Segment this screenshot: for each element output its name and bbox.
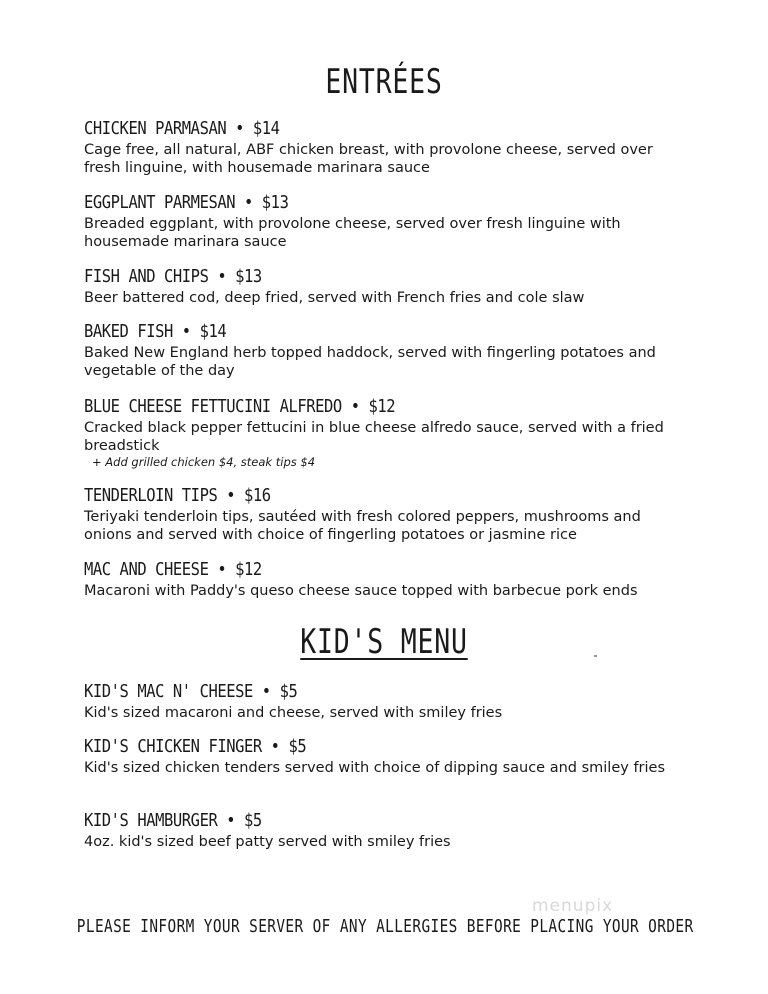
item-addon-note: + Add grilled chicken $4, steak tips $4 — [92, 455, 316, 469]
entrees-title: ENTRÉES — [325, 62, 443, 102]
menu-item-kids-hamburger — [84, 810, 684, 851]
menu-item-fish-and-chips — [84, 266, 684, 307]
item-description: Beer battered cod, deep fried, served with French fries and cole slaw — [84, 290, 585, 306]
menu-item-tenderloin-tips — [84, 485, 684, 544]
item-name: KID'S HAMBURGER • $5 — [84, 810, 262, 831]
item-name: BAKED FISH • $14 — [84, 321, 227, 342]
item-name: FISH AND CHIPS • $13 — [84, 266, 262, 287]
menu-item-blue-cheese-fettucini-alfredo — [84, 396, 684, 470]
item-name: CHICKEN PARMASAN • $14 — [84, 118, 280, 139]
menupix-watermark: menupix — [532, 896, 614, 916]
menu-item-mac-and-cheese — [84, 559, 684, 600]
menu-item-kids-mac-n-cheese — [84, 681, 684, 722]
item-description: Cracked black pepper fettucini in blue cheese alfredo sauce, served with a fried breadstick — [84, 420, 664, 454]
scan-speck — [594, 655, 597, 657]
item-name: BLUE CHEESE FETTUCINI ALFREDO • $12 — [84, 396, 396, 417]
item-description: Breaded eggplant, with provolone cheese, served over fresh linguine with housemade marinara sauce — [84, 216, 621, 250]
item-description: Baked New England herb topped haddock, served with fingerling potatoes and vegetable of the day — [84, 345, 656, 379]
item-description: Macaroni with Paddy's queso cheese sauce topped with barbecue pork ends — [84, 583, 638, 599]
item-description: Kid's sized macaroni and cheese, served with smiley fries — [84, 705, 503, 721]
item-description: Cage free, all natural, ABF chicken breast, with provolone cheese, served over fresh linguine, with housemade marinara sauce — [84, 142, 653, 176]
item-name: MAC AND CHEESE • $12 — [84, 559, 262, 580]
item-description: Teriyaki tenderloin tips, sautéed with fresh colored peppers, mushrooms and onions and served with choice of fingerling potatoes or jasmine rice — [84, 509, 641, 543]
item-name: EGGPLANT PARMESAN • $13 — [84, 192, 289, 213]
menu-item-chicken-parmasan — [84, 118, 684, 177]
menu-item-kids-chicken-finger — [84, 736, 684, 777]
item-name: KID'S CHICKEN FINGER • $5 — [84, 736, 307, 757]
item-name: TENDERLOIN TIPS • $16 — [84, 485, 271, 506]
item-description: 4oz. kid's sized beef patty served with smiley fries — [84, 834, 451, 850]
item-description: Kid's sized chicken tenders served with choice of dipping sauce and smiley fries — [84, 760, 666, 776]
item-name: KID'S MAC N' CHEESE • $5 — [84, 681, 298, 702]
allergy-notice: PLEASE INFORM YOUR SERVER OF ANY ALLERGIES BEFORE PLACING YOUR ORDER — [76, 916, 694, 937]
kids-menu-title: KID'S MENU — [300, 622, 468, 662]
menu-item-eggplant-parmesan — [84, 192, 684, 251]
menu-item-baked-fish — [84, 321, 684, 380]
